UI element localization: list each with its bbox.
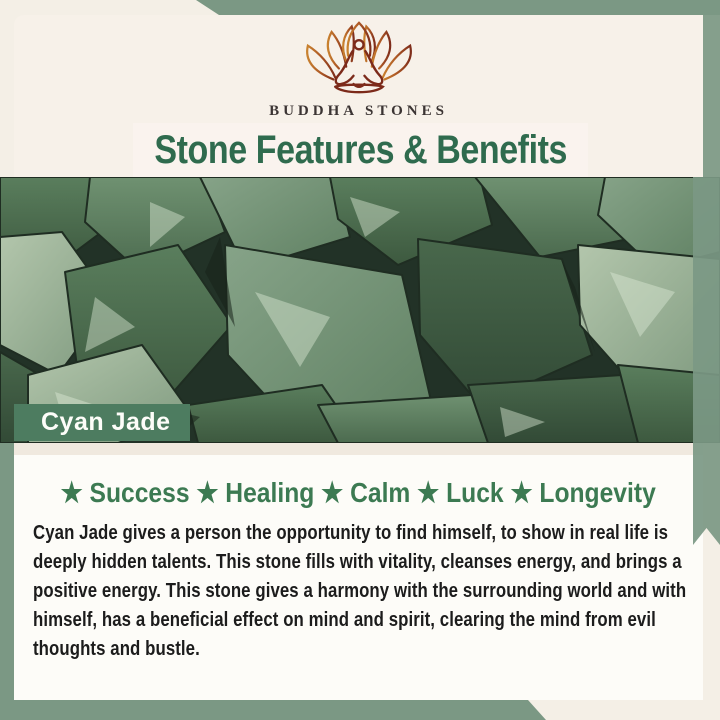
left-ribbon <box>0 443 14 720</box>
stone-name-label: Cyan Jade <box>14 404 190 441</box>
top-ribbon <box>0 0 720 15</box>
content-card <box>14 443 703 700</box>
description-text: Cyan Jade gives a person the opportunity to find himself, to show in real life is deeply hidden talents. This stone fills with vitality, cleanses energy, and brings a positive energy. This stone gives a harmony with the surrounding world and with himself, has a beneficial effect on mind and spirit, clearing the mind from evil thoughts and bustle. <box>33 522 687 660</box>
benefits-text: ★ Success ★ Healing ★ Calm ★ Luck ★ Longevity <box>60 477 657 508</box>
photo-bottom-strip <box>14 443 703 455</box>
page-title: Stone Features & Benefits <box>154 127 567 172</box>
benefits-line <box>14 476 703 509</box>
brand-name: BUDDHA STONES <box>269 103 448 119</box>
lotus-meditation-icon <box>289 21 429 110</box>
bottom-ribbon <box>0 700 546 720</box>
title-banner <box>133 123 588 177</box>
header-card <box>14 15 703 177</box>
